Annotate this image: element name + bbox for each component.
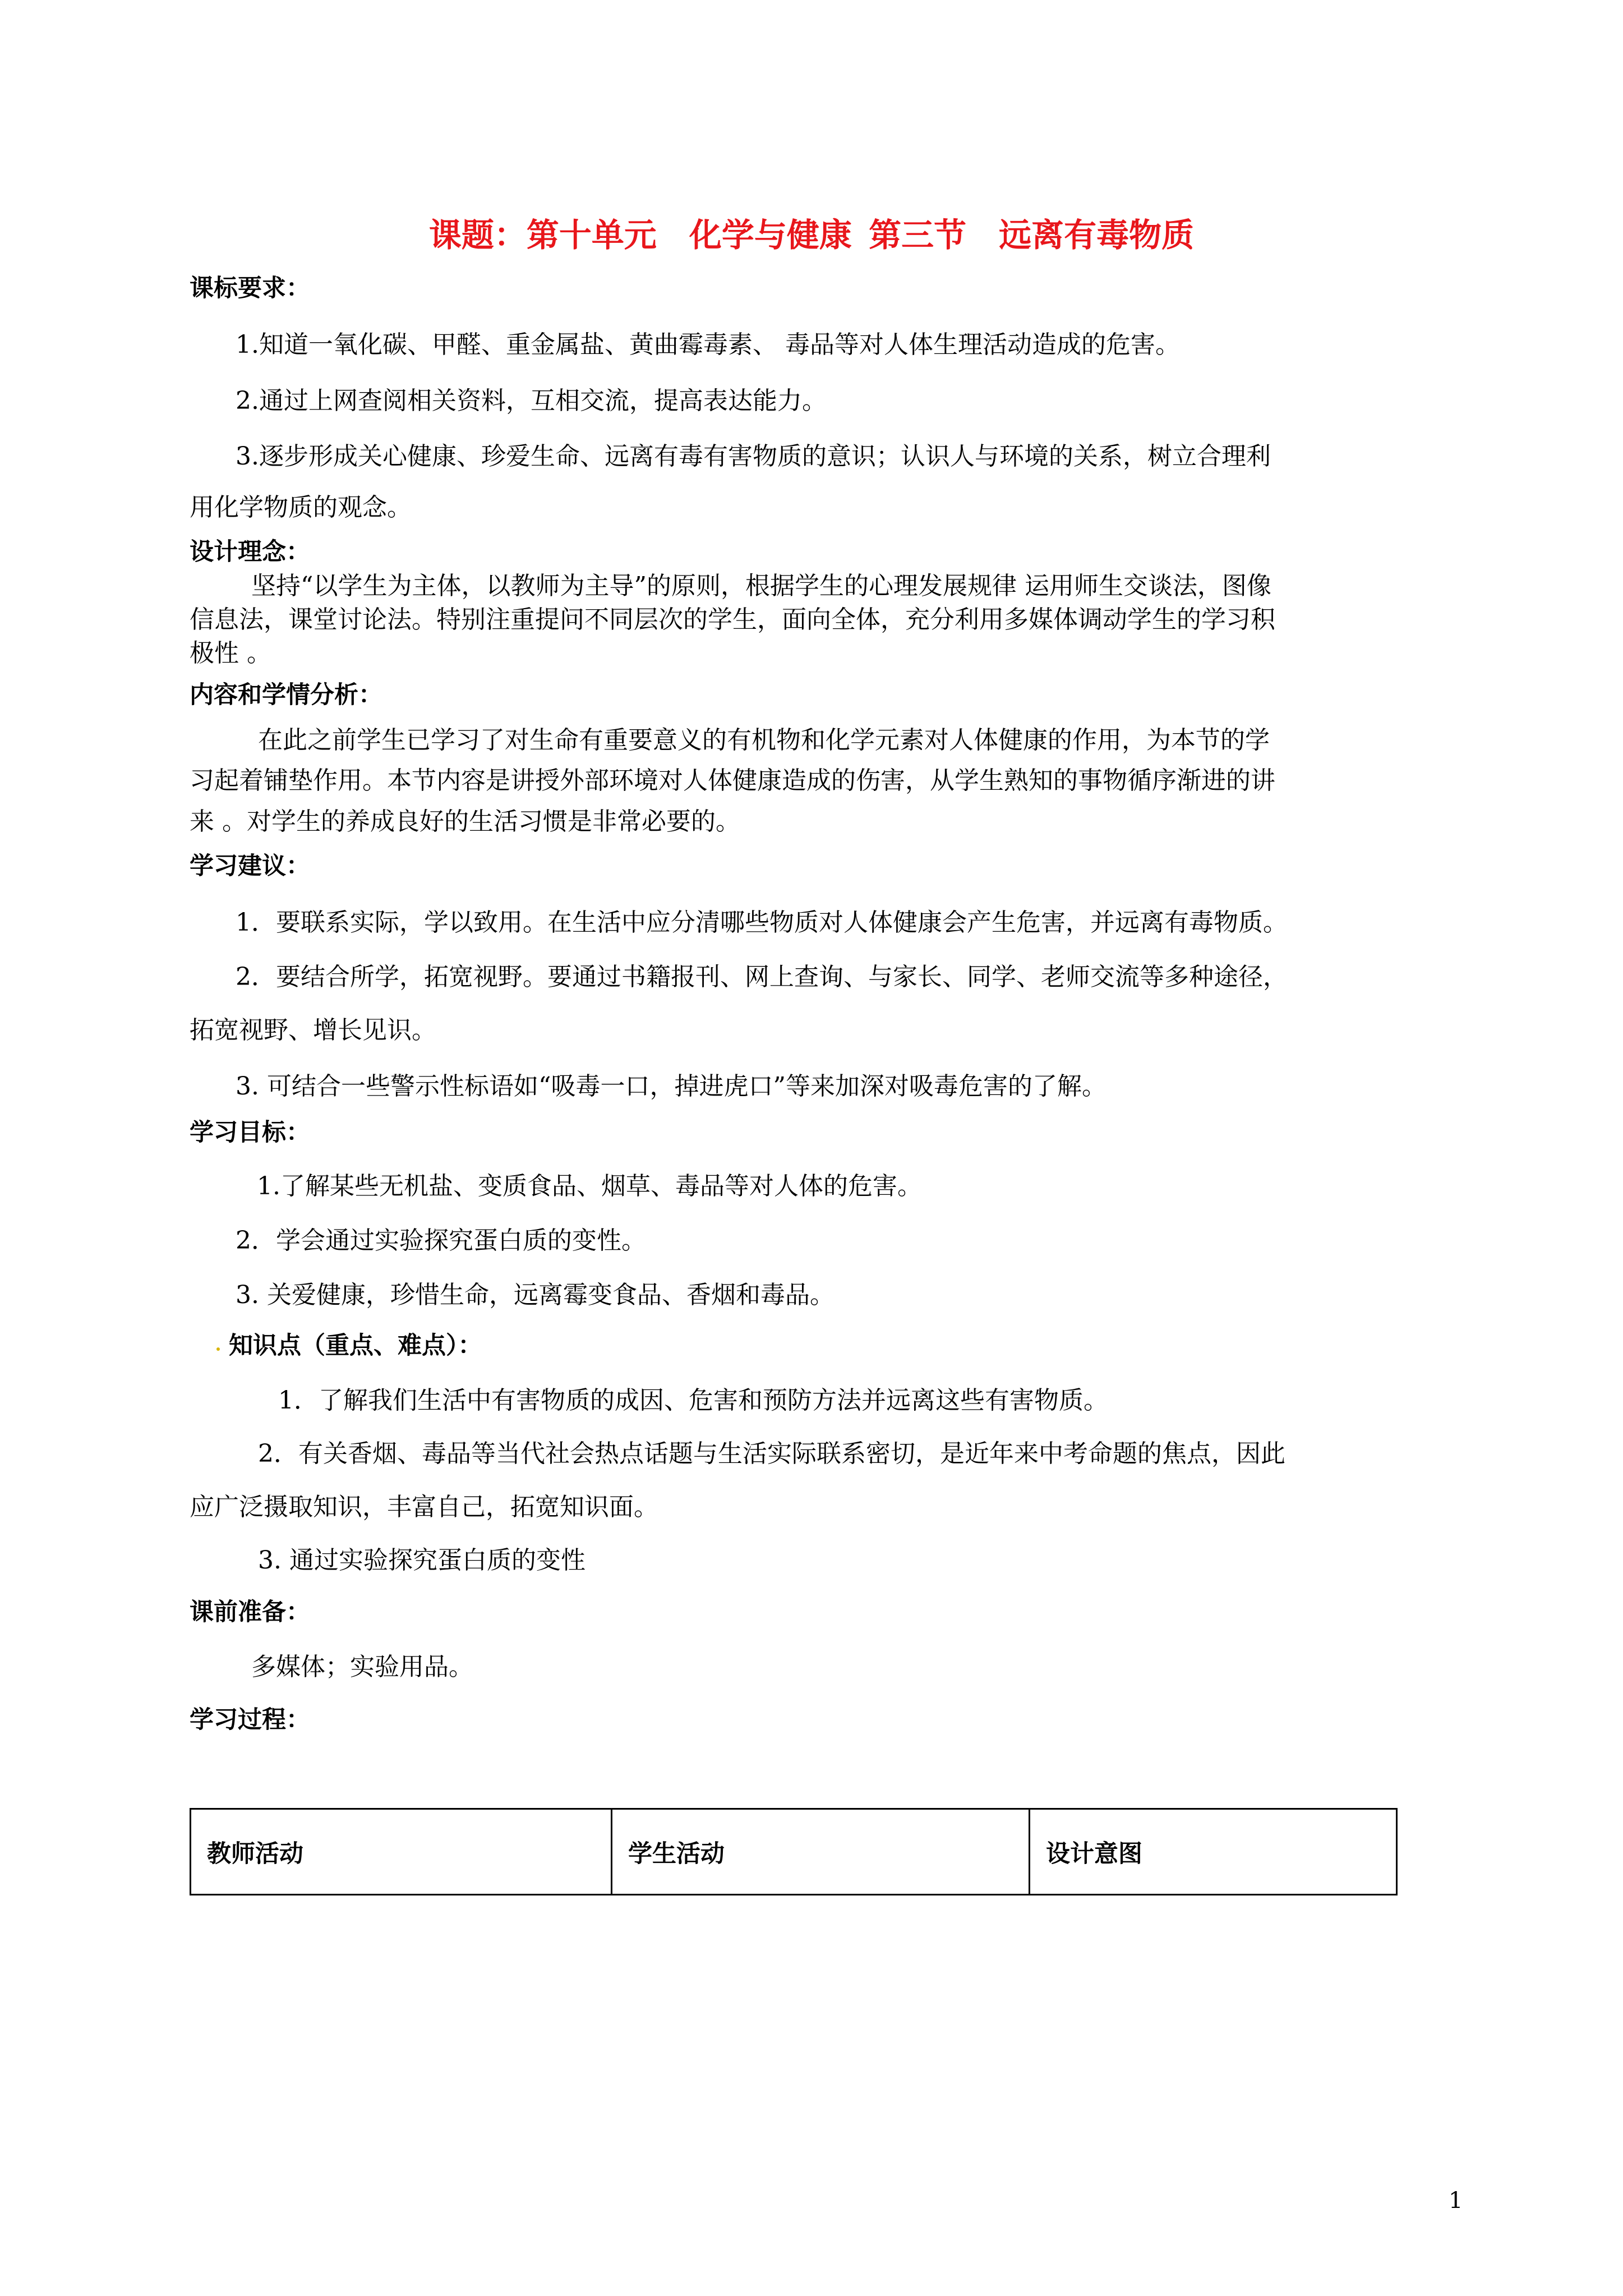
keypoints-line-2: 2．有关香烟、毒品等当代社会热点话题与生活实际联系密切，是近年来中考命题的焦点，因此	[258, 1439, 1285, 1468]
advice-line-4: 3. 可结合一些警示性标语如“吸毒一口，掉进虎口”等来加深对吸毒危害的了解。	[236, 1072, 1106, 1101]
page-title: 课题：第十单元 化学与健康 第三节 远离有毒物质	[428, 216, 1195, 254]
header-teacher-activity: 教师活动	[191, 1809, 612, 1895]
advice-line-1: 1．要联系实际，学以致用。在生活中应分清哪些物质对人体健康会产生危害，并远离有毒物质。	[236, 908, 1288, 937]
analysis-heading: 内容和学情分析：	[190, 681, 382, 709]
curriculum-line-4: 用化学物质的观念。	[190, 493, 412, 522]
design-line-1: 坚持“以学生为主体，以教师为主导”的原则，根据学生的心理发展规律 运用师生交谈法，图像	[251, 572, 1271, 600]
goals-line-1: 1.了解某些无机盐、变质食品、烟草、毒品等对人体的危害。	[257, 1172, 922, 1200]
keypoints-heading: 知识点（重点、难点）：	[229, 1332, 482, 1360]
design-line-3: 极性 。	[190, 639, 271, 668]
table-header-row	[191, 1809, 1397, 1895]
analysis-line-2: 习起着铺垫作用。本节内容是讲授外部环境对人体健康造成的伤害，从学生熟知的事物循序渐进的讲	[190, 766, 1275, 795]
design-heading: 设计理念：	[190, 538, 310, 566]
analysis-line-3: 来 。对学生的养成良好的生活习惯是非常必要的。	[190, 807, 740, 836]
design-line-2: 信息法，课堂讨论法。特别注重提问不同层次的学生，面向全体，充分利用多媒体调动学生的学习积	[190, 605, 1275, 634]
curriculum-line-2: 2.通过上网查阅相关资料，互相交流，提高表达能力。	[236, 386, 827, 415]
analysis-line-1: 在此之前学生已学习了对生命有重要意义的有机物和化学元素对人体健康的作用，为本节的学	[258, 726, 1270, 754]
header-student-activity: 学生活动	[612, 1809, 1030, 1895]
curriculum-heading: 课标要求：	[190, 274, 310, 302]
header-design-intent: 设计意图	[1030, 1809, 1397, 1895]
goals-heading: 学习目标：	[190, 1119, 310, 1147]
prep-heading: 课前准备：	[190, 1598, 310, 1626]
goals-line-2: 2．学会通过实验探究蛋白质的变性。	[236, 1226, 646, 1255]
curriculum-line-3: 3.逐步形成关心健康、珍爱生命、远离有毒有害物质的意识；认识人与环境的关系，树立合理利	[236, 442, 1271, 471]
page-number: 1	[1449, 2188, 1463, 2214]
process-heading: 学习过程：	[190, 1706, 310, 1734]
curriculum-line-1: 1.知道一氧化碳、甲醛、重金属盐、黄曲霉毒素、 毒品等对人体生理活动造成的危害。	[236, 330, 1180, 359]
process-table	[190, 1808, 1398, 1895]
keypoints-line-3: 应广泛摄取知识，丰富自己，拓宽知识面。	[190, 1493, 658, 1521]
keypoints-line-4: 3. 通过实验探究蛋白质的变性	[258, 1546, 585, 1575]
goals-line-3: 3. 关爱健康，珍惜生命，远离霉变食品、香烟和毒品。	[236, 1281, 834, 1309]
advice-line-3: 拓宽视野、增长见识。	[190, 1016, 436, 1045]
advice-heading: 学习建议：	[190, 852, 310, 880]
prep-line-1: 多媒体；实验用品。	[251, 1653, 473, 1681]
keypoints-line-1: 1．了解我们生活中有害物质的成因、危害和预防方法并远离这些有害物质。	[278, 1386, 1108, 1415]
marker-dot	[216, 1347, 220, 1351]
advice-line-2: 2．要结合所学，拓宽视野。要通过书籍报刊、网上查询、与家长、同学、老师交流等多种途径，	[236, 963, 1288, 991]
